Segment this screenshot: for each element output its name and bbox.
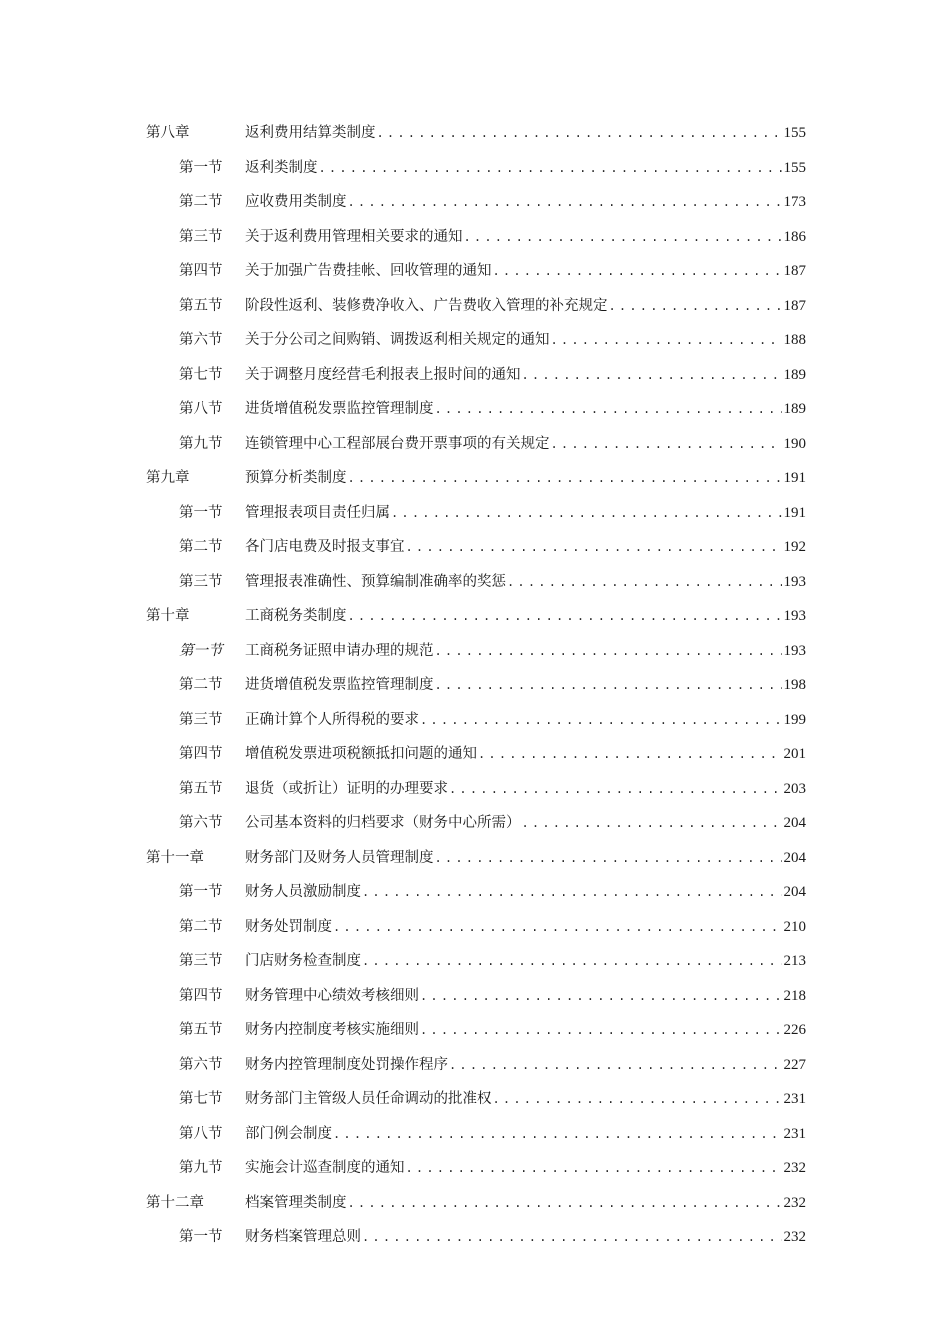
toc-leader <box>435 841 782 876</box>
toc-page-number: 186 <box>783 228 806 245</box>
toc-section[interactable] <box>146 1220 806 1255</box>
toc-section[interactable] <box>146 151 806 186</box>
toc-section[interactable] <box>146 1082 806 1117</box>
toc-title: 各门店电费及时报支事宜 <box>245 539 405 555</box>
toc-leader <box>348 185 782 220</box>
toc-leader <box>333 1117 782 1152</box>
toc-page-number: 226 <box>783 1022 806 1038</box>
toc-title: 关于返利费用管理相关要求的通知 <box>245 228 463 245</box>
toc-section[interactable] <box>146 530 806 565</box>
toc-section[interactable] <box>146 220 806 255</box>
toc-leader <box>435 392 782 427</box>
toc-leader <box>449 772 782 807</box>
toc-page-number: 193 <box>783 573 806 590</box>
toc-leader <box>522 806 782 841</box>
toc-leader <box>362 944 782 979</box>
toc-leader <box>348 1186 782 1221</box>
toc-leader <box>406 530 782 565</box>
toc-label: 第二节 <box>179 194 223 210</box>
toc-label: 第六节 <box>179 1056 223 1073</box>
toc-leader <box>449 1048 782 1083</box>
toc-page-number: 155 <box>783 125 806 141</box>
toc-leader <box>435 634 782 669</box>
toc-label: 第一节 <box>179 642 223 659</box>
toc-page-number: 192 <box>783 539 806 555</box>
toc-page-number: 231 <box>783 1125 806 1142</box>
toc-label: 第三节 <box>179 573 223 590</box>
toc-title: 进货增值税发票监控管理制度 <box>245 401 434 417</box>
toc-chapter[interactable] <box>146 461 806 496</box>
toc-page-number: 232 <box>783 1194 806 1211</box>
toc-label: 第八节 <box>179 1125 223 1142</box>
toc-section[interactable] <box>146 1013 806 1048</box>
toc-page-number: 189 <box>783 366 806 383</box>
toc-page-number: 218 <box>783 987 806 1004</box>
toc-leader <box>522 358 782 393</box>
toc-section[interactable] <box>146 668 806 703</box>
toc-title: 财务内控制度考核实施细则 <box>245 1022 419 1038</box>
toc-title: 财务人员激励制度 <box>245 884 361 900</box>
toc-leader <box>362 1220 782 1255</box>
toc-title: 公司基本资料的归档要求（财务中心所需） <box>245 815 521 831</box>
toc-page-number: 188 <box>783 332 806 348</box>
toc-page-number: 198 <box>783 677 806 693</box>
toc-label: 第三节 <box>179 228 223 245</box>
toc-page-number: 231 <box>783 1091 806 1107</box>
toc-label: 第五节 <box>179 297 223 314</box>
toc-section[interactable] <box>146 875 806 910</box>
toc-section[interactable] <box>146 323 806 358</box>
toc-title: 部门例会制度 <box>245 1125 332 1142</box>
toc-page-number: 227 <box>783 1056 806 1073</box>
toc-page-number: 210 <box>783 918 806 935</box>
toc-label: 第七节 <box>179 366 223 383</box>
toc-page-number: 213 <box>783 953 806 969</box>
toc-leader <box>609 289 782 324</box>
toc-label: 第四节 <box>179 987 223 1004</box>
toc-label: 第五节 <box>179 1022 223 1038</box>
toc-page-number: 199 <box>783 711 806 728</box>
toc-page-number: 155 <box>783 159 806 176</box>
toc-leader <box>420 979 782 1014</box>
toc-label: 第五节 <box>179 780 223 797</box>
toc-title: 管理报表项目责任归属 <box>245 504 390 521</box>
toc-label: 第三节 <box>179 711 223 728</box>
toc-title: 关于调整月度经营毛利报表上报时间的通知 <box>245 366 521 383</box>
toc-label: 第四节 <box>179 746 223 762</box>
toc-label: 第二节 <box>179 918 223 935</box>
toc-section[interactable] <box>146 1048 806 1083</box>
toc-title: 关于分公司之间购销、调拨返利相关规定的通知 <box>245 332 550 348</box>
toc-leader <box>420 703 782 738</box>
toc-title: 阶段性返利、装修费净收入、广告费收入管理的补充规定 <box>245 297 608 314</box>
toc-leader <box>507 565 782 600</box>
toc-page-number: 201 <box>783 746 806 762</box>
toc-chapter[interactable] <box>146 841 806 876</box>
toc-section[interactable] <box>146 185 806 220</box>
toc-section[interactable] <box>146 944 806 979</box>
toc-section[interactable] <box>146 254 806 289</box>
toc-label: 第四节 <box>179 263 223 279</box>
toc-title: 财务管理中心绩效考核细则 <box>245 987 419 1004</box>
toc-leader <box>420 1013 782 1048</box>
toc-section[interactable] <box>146 910 806 945</box>
toc-section[interactable] <box>146 703 806 738</box>
toc-title: 返利费用结算类制度 <box>245 125 376 141</box>
toc-chapter[interactable] <box>146 599 806 634</box>
toc-section[interactable] <box>146 392 806 427</box>
toc-title: 返利类制度 <box>245 159 318 176</box>
toc-title: 财务部门及财务人员管理制度 <box>245 849 434 866</box>
toc-leader <box>493 254 782 289</box>
toc-section[interactable] <box>146 979 806 1014</box>
toc-leader <box>551 427 782 462</box>
toc-leader <box>319 151 782 186</box>
toc-title: 连锁管理中心工程部展台费开票事项的有关规定 <box>245 435 550 452</box>
toc-page-number: 173 <box>783 194 806 210</box>
toc-label: 第一节 <box>179 1229 223 1245</box>
toc-label: 第十一章 <box>146 849 204 866</box>
toc-section[interactable] <box>146 737 806 772</box>
toc-label: 第九节 <box>179 1160 223 1176</box>
toc-page-number: 187 <box>783 297 806 314</box>
toc-label: 第九节 <box>179 435 223 452</box>
toc-title: 退货（或折让）证明的办理要求 <box>245 780 448 797</box>
toc-label: 第九章 <box>146 470 190 486</box>
toc-title: 财务处罚制度 <box>245 918 332 935</box>
toc-page-number: 191 <box>783 470 806 486</box>
toc-label: 第七节 <box>179 1091 223 1107</box>
toc-section[interactable] <box>146 1117 806 1152</box>
toc-title: 管理报表准确性、预算编制准确率的奖惩 <box>245 573 506 590</box>
toc-section[interactable] <box>146 427 806 462</box>
toc-title: 财务内控管理制度处罚操作程序 <box>245 1056 448 1073</box>
toc-label: 第二节 <box>179 677 223 693</box>
toc-title: 财务档案管理总则 <box>245 1229 361 1245</box>
toc-label: 第十二章 <box>146 1194 204 1211</box>
toc-page-number: 203 <box>783 780 806 797</box>
toc-title: 工商税务证照申请办理的规范 <box>245 642 434 659</box>
toc-label: 第一节 <box>179 504 223 521</box>
toc-page-number: 187 <box>783 263 806 279</box>
toc-leader <box>435 668 782 703</box>
toc-label: 第二节 <box>179 539 223 555</box>
table-of-contents <box>146 116 806 1255</box>
toc-page-number: 191 <box>783 504 806 521</box>
toc-title: 实施会计巡查制度的通知 <box>245 1160 405 1176</box>
toc-leader <box>464 220 782 255</box>
toc-title: 进货增值税发票监控管理制度 <box>245 677 434 693</box>
toc-leader <box>333 910 782 945</box>
toc-leader <box>348 599 782 634</box>
toc-leader <box>362 875 782 910</box>
toc-page-number: 204 <box>783 815 806 831</box>
toc-page-number: 193 <box>783 642 806 659</box>
toc-title: 正确计算个人所得税的要求 <box>245 711 419 728</box>
toc-page-number: 190 <box>783 435 806 452</box>
toc-page-number: 204 <box>783 849 806 866</box>
toc-section[interactable] <box>146 289 806 324</box>
toc-label: 第三节 <box>179 953 223 969</box>
toc-title: 财务部门主管级人员任命调动的批准权 <box>245 1091 492 1107</box>
toc-title: 门店财务检查制度 <box>245 953 361 969</box>
toc-label: 第八章 <box>146 125 190 141</box>
toc-title: 档案管理类制度 <box>245 1194 347 1211</box>
toc-section[interactable] <box>146 634 806 669</box>
toc-title: 预算分析类制度 <box>245 470 347 486</box>
toc-leader <box>406 1151 782 1186</box>
toc-page-number: 204 <box>783 884 806 900</box>
toc-section[interactable] <box>146 806 806 841</box>
toc-leader <box>348 461 782 496</box>
toc-chapter[interactable] <box>146 1186 806 1221</box>
toc-title: 关于加强广告费挂帐、回收管理的通知 <box>245 263 492 279</box>
toc-leader <box>478 737 782 772</box>
toc-section[interactable] <box>146 772 806 807</box>
toc-section[interactable] <box>146 565 806 600</box>
toc-page-number: 193 <box>783 608 806 624</box>
toc-title: 增值税发票进项税额抵扣问题的通知 <box>245 746 477 762</box>
toc-page-number: 232 <box>783 1160 806 1176</box>
toc-label: 第六节 <box>179 332 223 348</box>
toc-section[interactable] <box>146 358 806 393</box>
toc-section[interactable] <box>146 496 806 531</box>
toc-label: 第一节 <box>179 884 223 900</box>
toc-leader <box>493 1082 782 1117</box>
toc-label: 第十章 <box>146 608 190 624</box>
toc-chapter[interactable] <box>146 116 806 151</box>
toc-label: 第八节 <box>179 401 223 417</box>
toc-title: 工商税务类制度 <box>245 608 347 624</box>
toc-label: 第一节 <box>179 159 223 176</box>
toc-section[interactable] <box>146 1151 806 1186</box>
toc-leader <box>377 116 782 151</box>
toc-title: 应收费用类制度 <box>245 194 347 210</box>
toc-leader <box>551 323 782 358</box>
toc-leader <box>391 496 782 531</box>
toc-page-number: 232 <box>783 1229 806 1245</box>
toc-label: 第六节 <box>179 815 223 831</box>
toc-page-number: 189 <box>783 401 806 417</box>
